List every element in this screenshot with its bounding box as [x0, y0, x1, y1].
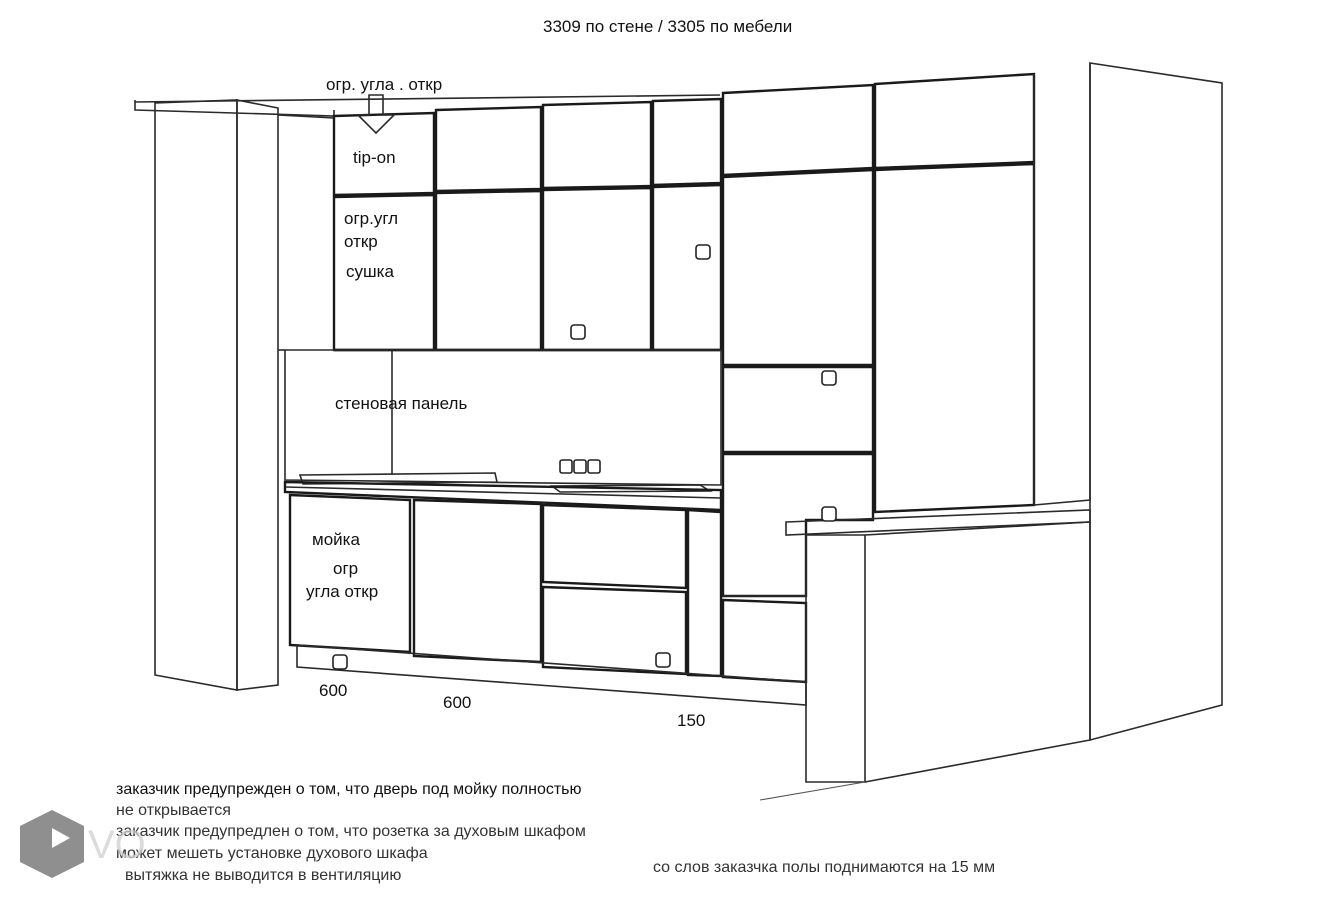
dimension-150: 150	[677, 711, 706, 730]
note-line-1: заказчик предупрежден о том, что дверь под мойку полностью	[116, 781, 582, 798]
label-dryer: сушка	[346, 262, 394, 281]
label-corner-open-1: огр.угл	[344, 209, 399, 228]
note-line-2: не открывается	[116, 802, 231, 819]
dimension-600-a: 600	[319, 681, 348, 700]
wall-panel	[285, 350, 721, 485]
label-sink: мойка	[312, 530, 360, 549]
dimension-600-b: 600	[443, 693, 472, 712]
note-line-5: вытяжка не выводится в вентиляцию	[125, 867, 402, 884]
label-sink-corner-1: огр	[333, 559, 359, 578]
label-tip-on: tip-on	[353, 148, 396, 167]
label-sink-corner-2: угла откр	[306, 582, 379, 601]
logo-text: VO	[88, 823, 146, 867]
countertop	[285, 482, 721, 510]
overall-dimensions: 3309 по стене / 3305 по мебели	[543, 17, 793, 36]
handle-knobs	[333, 245, 836, 669]
note-floor: со слов заказчка полы поднимаются на 15 мм	[653, 859, 996, 876]
left-column	[155, 100, 334, 690]
socket-icon	[560, 460, 600, 473]
label-corner-open-2: откр	[344, 232, 378, 251]
note-line-3: заказчик предупредлен о том, что розетка за духовым шкафом	[116, 823, 586, 840]
label-corner-open-top: огр. угла . откр	[326, 75, 443, 94]
bar-counter	[760, 63, 1222, 800]
label-wall-panel: стеновая панель	[335, 394, 468, 413]
tall-cabinets	[723, 74, 1034, 682]
note-line-4: может мешеть установке духового шкафа	[116, 845, 428, 862]
